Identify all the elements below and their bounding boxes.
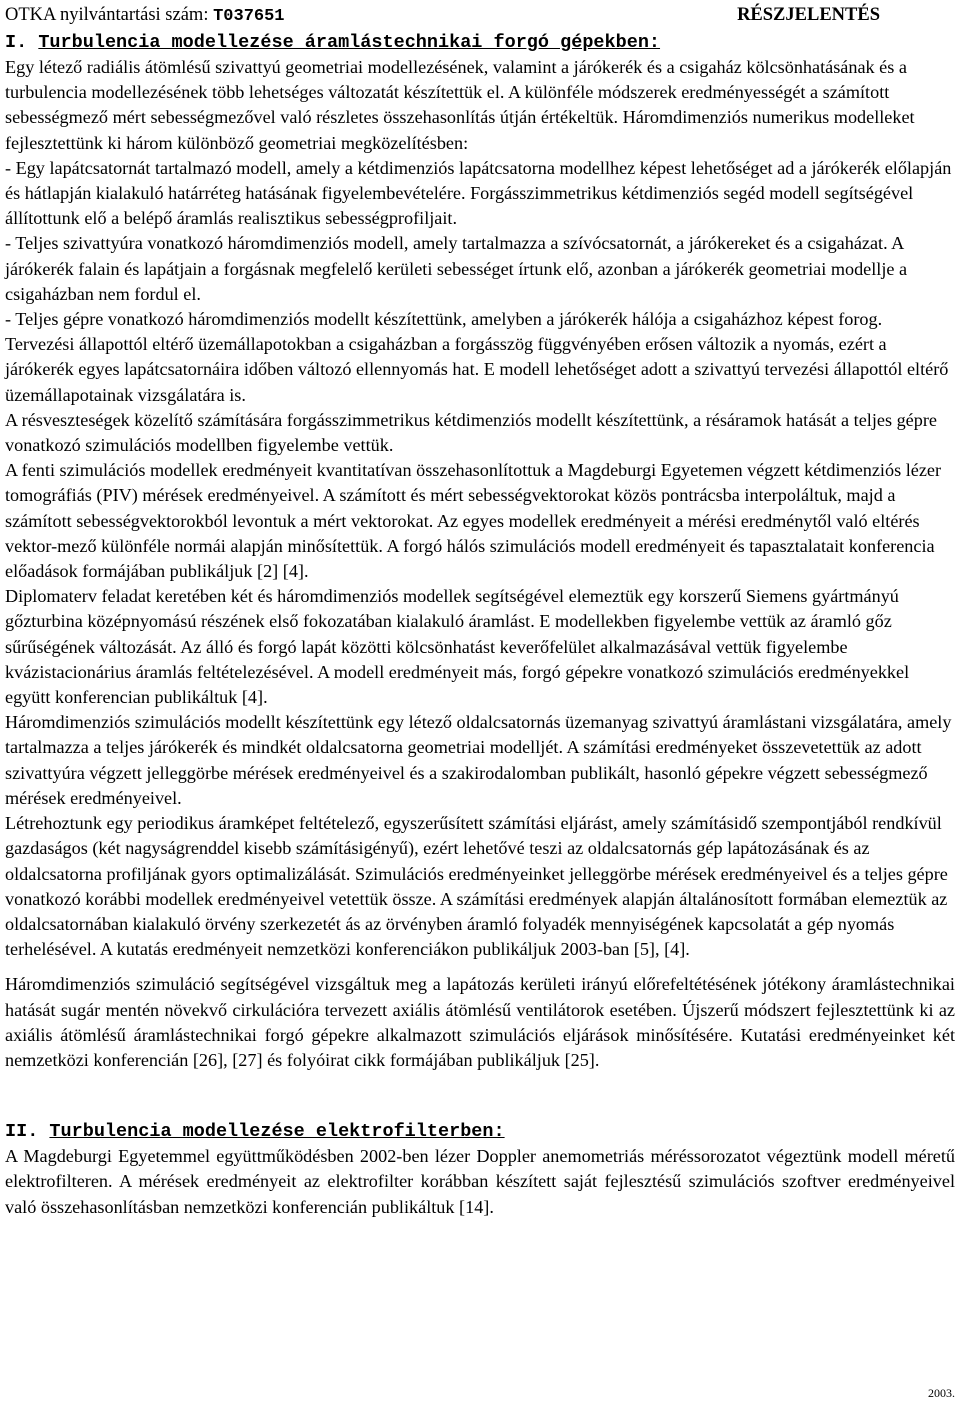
paragraph: A fenti szimulációs modellek eredményeit kvantitatívan összehasonlítottuk a Magdeburgi Egyetemen végzett kétdimenziós lézer tomográfiás (PIV) mérések eredményeivel. A számított és mért sebességvektorokat közös pontrácsba interpoláltuk, majd a számított sebességvektorokból levontuk a mért vektorokat. Az egyes modellek eredményeit a mérési eredménytől való eltérés vektor-mező különféle normái alapján minősítettük. A forgó hálós szimulációs modell eredményeit és tapasztalatait konferencia előadások formájában publikáljuk [2] [4]. bbox=[5, 460, 942, 582]
page-header bbox=[5, 0, 955, 30]
section-1-number: I. bbox=[5, 32, 28, 53]
paragraph: Háromdimenziós szimuláció segítségével vizsgáltuk meg a lapátozás kerületi irányú előrefeltétésének jótékony áramlástechnikai hatását sugár mentén növekvő cirkulációra tervezett axiális átömlésű ventilátorok esetében. Újszerű módszert fejlesztettünk ki az axiális átömlésű áramlástechnikai forgó gépekre alkalmazott szimulációs eljárások minősítésére. Kutatási eredményeinket két nemzetközi konferencián [26], [27] és folyóirat cikk formájában publikáljuk [25]. bbox=[5, 974, 955, 1070]
paragraph: - Egy lapátcsatornát tartalmazó modell, amely a kétdimenziós lapátcsatorna modellhez képest lehetőséget ad a járókerék előlapján és hátlapján kialakuló határréteg hatásának figyelembevételére. Forgásszimmetrikus kétdimenziós segéd modell segítségével állítottunk elő a belépő áramlás realisztikus sebességprofiljait. bbox=[5, 157, 952, 229]
paragraph: A Magdeburgi Egyetemmel együttműködésben 2002-ben lézer Doppler anemometriás méréssorozatot végeztünk modell méretű elektrofilteren. A mérések eredményeit az elektrofilter korábban készített saját fejlesztésű szimulációs szoftver eredményeivel való összehasonlításban nemzetközi konferencián publikáltuk [14]. bbox=[5, 1146, 955, 1217]
section-2-title-text: Turbulencia modellezése elektrofilterben: bbox=[49, 1121, 505, 1143]
spacer bbox=[5, 962, 955, 972]
footer-year: 2003. bbox=[928, 1386, 955, 1400]
paragraph: - Teljes gépre vonatkozó háromdimenziós modellt készítettünk, amelyben a járókerék hálója a csigaházhoz képest forog. Tervezési állapottól eltérő üzemállapotokban a csigaházban a forgásszög függvényében erősen változik a nyomás, ezért a járókerék egyes lapátcsatornáira időben változó ellennyomás hat. E modell lehetőséget adott a szivattyú tervezési állapottól eltérő üzemállapotainak vizsgálatára is. bbox=[5, 309, 949, 405]
report-type: RÉSZJELENTÉS bbox=[737, 5, 880, 25]
section-2-number: II. bbox=[5, 1121, 39, 1143]
document-page bbox=[5, 0, 955, 1220]
paragraph: - Teljes szivattyúra vonatkozó háromdimenziós modell, amely tartalmazza a szívócsatornát, a járókereket és a csigaházat. A járókerék falain és lapátjain a forgásnak megfelelő kerületi sebességet írtunk elő, azonban a járókerék geometriai modellje a csigaházban nem fordul el. bbox=[5, 233, 908, 304]
registration-line bbox=[5, 0, 285, 32]
paragraph: Egy létező radiális átömlésű szivattyú geometriai modellezésének, valamint a járókerék és a csigaház kölcsönhatásának és a turbulencia modellezésének több lehetséges változatát készítettük el. A különféle módszerek eredményességét a számított sebességmező mért sebességmezővel való részletes összehasonlítás útján értékeltük. Háromdimenziós numerikus modelleket fejlesztettünk ki három különböző geometriai megközelítésben: bbox=[5, 57, 915, 153]
paragraph: Létrehoztunk egy periodikus áramképet feltételező, egyszerűsített számítási eljárást, amely számításidő szempontjából rendkívül gazdaságos (két nagyságrenddel kisebb számításigényű), ezért lehetővé teszi az oldalcsatornás gép lapátozásának és az oldalcsatorna profiljának gyors optimalizálását. Szimulációs eredményeinket jelleggörbe mérések eredményeivel és a teljes gépre vonatkozó korábbi modellek eredményeivel vetettük össze. A számítási eredmények alapján általánosított formában elemeztük az oldalcsatornában kialakuló örvény szerkezetét ás az örvényben áramló folyadék mennyiségének kapcsolatát a gép nyomás terhelésével. A kutatás eredményeit nemzetközi konferenciákon publikáljuk 2003-ban [5], [4]. bbox=[5, 813, 948, 960]
section-2-body bbox=[5, 1144, 955, 1220]
spacer bbox=[5, 1073, 955, 1119]
section-1-title-text: Turbulencia modellezése áramlástechnikai forgó gépekben: bbox=[38, 32, 661, 53]
paragraph: Háromdimenziós szimulációs modellt készítettünk egy létező oldalcsatornás üzemanyag szivattyú áramlástani vizsgálatára, amely tartalmazza a teljes járókerék és mindkét oldalcsatorna geometriai modelljét. A számítási eredményeket összevetettük az adott szivattyúra végzett jelleggörbe mérések eredményeivel és a szakirodalomban publikált, hasonló gépekre végzett sebességmező mérések eredményeivel. bbox=[5, 712, 952, 808]
paragraph: A résveszteségek közelítő számítására forgásszimmetrikus kétdimenziós modellt készítettünk, a résáramok hatását a teljes gépre vonatkozó szimulációs modellben figyelembe vettük. bbox=[5, 409, 937, 456]
section-1-title bbox=[5, 30, 955, 55]
registration-label: OTKA nyilvántartási szám: bbox=[5, 5, 214, 25]
section-1-body bbox=[5, 55, 955, 1073]
section-2-title bbox=[5, 1119, 955, 1144]
registration-number: T037651 bbox=[213, 7, 285, 26]
paragraph: Diplomaterv feladat keretében két és háromdimenziós modellek segítségével elemeztük egy korszerű Siemens gyártmányú gőzturbina középnyomású részének első fokozatában kialakuló áramlást. E modellekben figyelembe vettük az áramló gőz sűrűségének változását. Az álló és forgó lapát közötti kölcsönhatást keverőfelület alkalmazásával vettük figyelembe kvázistacionárius áramlás feltételezésével. A modell eredményeit más, forgó gépekre vonatkozó szimulációs eredményekkel együtt konferencian publikáltuk [4]. bbox=[5, 586, 910, 708]
